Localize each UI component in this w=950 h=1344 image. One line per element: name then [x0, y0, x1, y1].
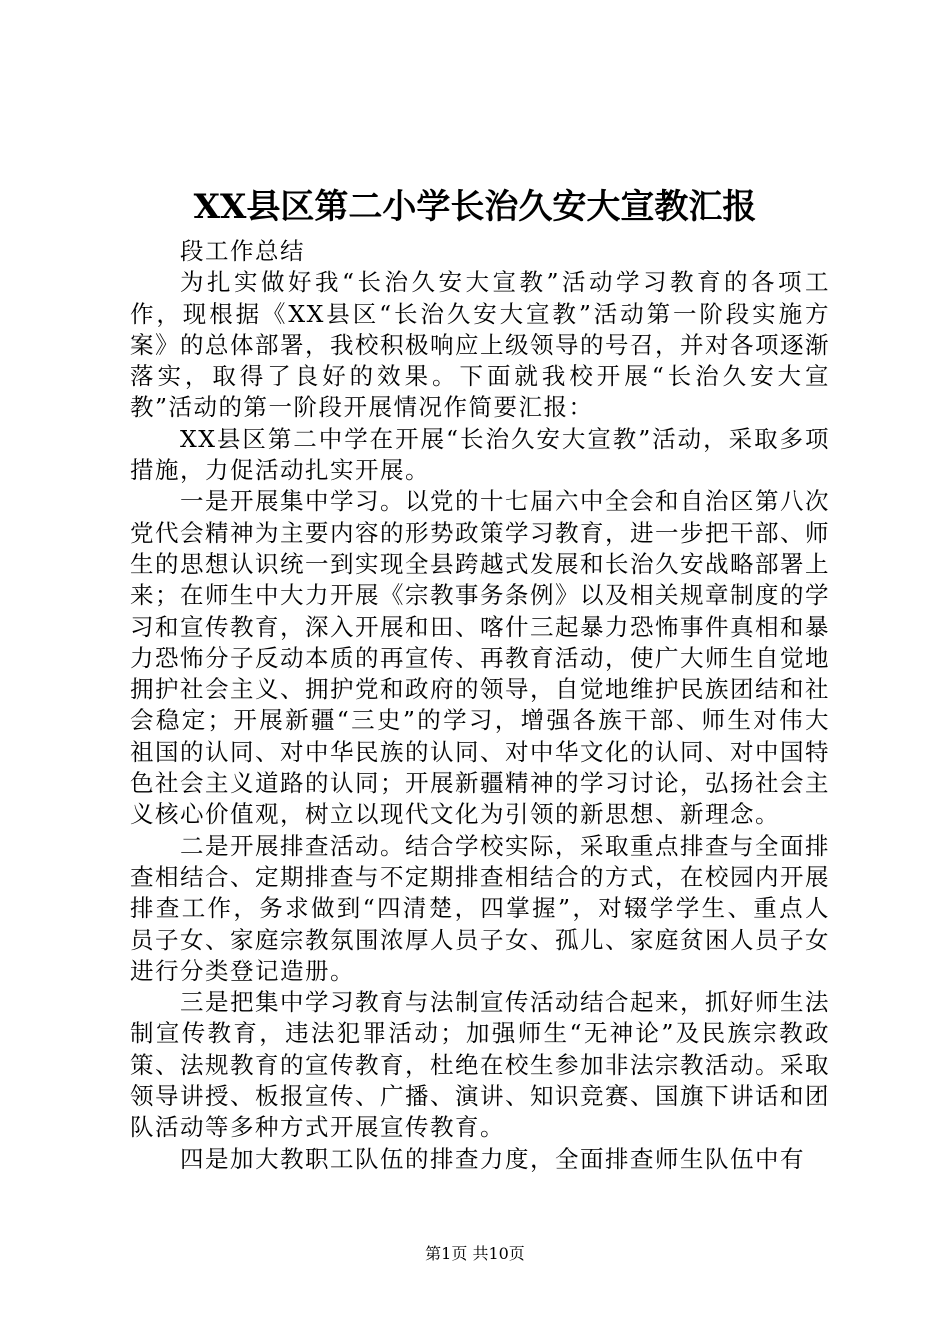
- paragraph-subtitle: 段工作总结: [180, 237, 305, 265]
- paragraph-point-one: 一是开展集中学习。以党的十七届六中全会和自治区第八次党代会精神为主要内容的形势政策学习教育，进一步把干部、师生的思想认识统一到实现全县跨越式发展和长治久安战略部署上来；在师生中大力开展《宗教事务条例》以及相关规章制度的学习和宣传教育，深入开展和田、喀什三起暴力恐怖事件真相和暴力恐怖分子反动本质的再宣传、再教育活动，使广大师生自觉地拥护社会主义、拥护党和政府的领导，自觉地维护民族团结和社会稳定；开展新疆“三史”的学习，增强各族干部、师生对伟大祖国的认同、对中华民族的认同、对中华文化的认同、对中国特色社会主义道路的认同；开展新疆精神的学习讨论，弘扬社会主义核心价值观，树立以现代文化为引领的新思想、新理念。: [130, 487, 830, 829]
- paragraph-overview: XX县区第二中学在开展“长治久安大宣教”活动，采取多项措施，力促活动扎实开展。: [130, 424, 830, 485]
- paragraph-intro: 为扎实做好我“长治久安大宣教”活动学习教育的各项工作，现根据《XX县区“长治久安大宣教”活动第一阶段实施方案》的总体部署，我校积极响应上级领导的号召，并对各项逐渐落实，取得了良好的效果。下面就我校开展“长治久安大宣教”活动的第一阶段开展情况作简要汇报：: [130, 268, 830, 422]
- page-footer: 第1页 共10页: [425, 1244, 525, 1263]
- paragraph-point-two: 二是开展排查活动。结合学校实际，采取重点排查与全面排查相结合、定期排查与不定期排查相结合的方式，在校园内开展排查工作，务求做到“四清楚，四掌握”，对辍学学生、重点人员子女、家庭宗教氛围浓厚人员子女、孤儿、家庭贫困人员子女进行分类登记造册。: [130, 831, 830, 985]
- document-title: XX县区第二小学长治久安大宣教汇报: [193, 187, 757, 227]
- paragraph-point-four: 四是加大教职工队伍的排查力度，全面排查师生队伍中有: [180, 1144, 805, 1173]
- paragraph-point-three: 三是把集中学习教育与法制宣传活动结合起来，抓好师生法制宣传教育，违法犯罪活动；加强师生“无神论”及民族宗教政策、法规教育的宣传教育，杜绝在校生参加非法宗教活动。采取领导讲授、板报宣传、广播、演讲、知识竞赛、国旗下讲话和团队活动等多种方式开展宣传教育。: [130, 988, 830, 1142]
- document-body: [130, 236, 830, 1175]
